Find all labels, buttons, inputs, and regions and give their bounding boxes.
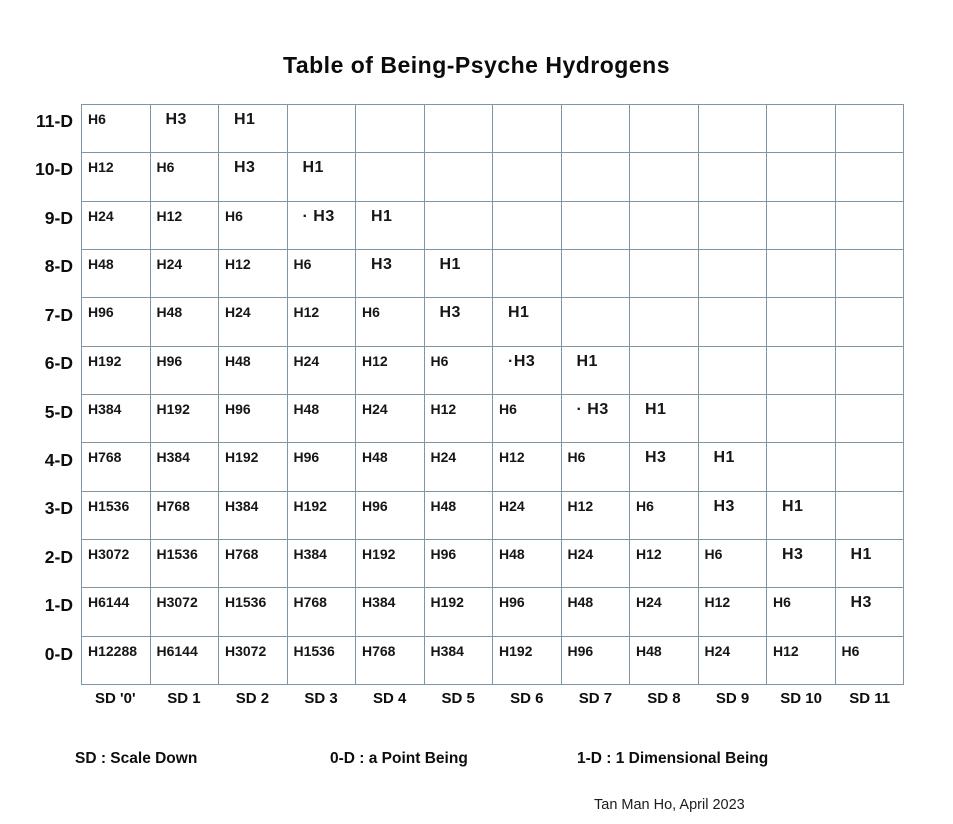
column-label: SD '0' [95,690,136,707]
legend-one-dimensional-being: 1-D : 1 Dimensional Being [577,750,769,767]
table-cell: H768 [288,588,357,636]
table-cell: H6 [288,250,357,298]
table-cell: H3 [356,250,425,298]
legend-scale-down: SD : Scale Down [75,750,198,767]
table-cell [836,202,905,250]
table-cell: H1 [219,105,288,153]
table-cell: H1536 [82,492,151,540]
table-cell: H6 [699,540,768,588]
column-label: SD 3 [304,690,338,707]
table-cell [493,105,562,153]
table-cell: H3072 [82,540,151,588]
table-cell: H768 [151,492,220,540]
table-cell: H1 [699,443,768,491]
column-label: SD 6 [510,690,544,707]
table-cell [767,153,836,201]
table-cell [699,153,768,201]
row-label: 1-D [44,595,73,616]
table-cell [836,153,905,201]
table-cell [425,202,494,250]
table-cell [767,105,836,153]
table-cell [836,105,905,153]
table-cell: H24 [562,540,631,588]
table-cell: H12 [699,588,768,636]
table-cell: · H3 [288,202,357,250]
table-cell: H768 [219,540,288,588]
table-cell [836,347,905,395]
table-cell: H48 [493,540,562,588]
table-cell: H192 [82,347,151,395]
row-label: 8-D [44,256,73,277]
table-cell [562,202,631,250]
table-cell: H1536 [151,540,220,588]
row-label: 4-D [44,449,73,470]
table-cell [836,492,905,540]
row-label: 3-D [44,498,73,519]
table-cell: H48 [82,250,151,298]
table-cell [562,153,631,201]
table-cell: H12288 [82,637,151,685]
table-cell: H12 [562,492,631,540]
table-cell: H1 [836,540,905,588]
column-label: SD 1 [167,690,201,707]
table-cell: H6144 [151,637,220,685]
table-cell: H6 [630,492,699,540]
table-cell: H96 [82,298,151,346]
table-cell: H24 [493,492,562,540]
table-cell: H48 [425,492,494,540]
table-cell [493,153,562,201]
table-cell: H192 [425,588,494,636]
table-cell: · H3 [562,395,631,443]
row-labels-column [0,104,73,685]
table-cell: H48 [630,637,699,685]
table-cell [425,105,494,153]
table-cell: H768 [356,637,425,685]
table-cell [630,105,699,153]
table-cell: H1 [356,202,425,250]
table-cell [836,298,905,346]
table-cell: H12 [288,298,357,346]
table-cell: H24 [151,250,220,298]
table-cell: H3 [836,588,905,636]
table-cell: H48 [562,588,631,636]
table-cell [630,298,699,346]
table-cell [630,250,699,298]
table-cell [836,395,905,443]
table-cell [288,105,357,153]
table-cell: H192 [288,492,357,540]
table-cell: H24 [630,588,699,636]
page-title: Table of Being-Psyche Hydrogens [283,52,670,78]
table-cell: ·H3 [493,347,562,395]
table-cell [562,298,631,346]
table-cell: H6 [356,298,425,346]
row-label: 5-D [44,401,73,422]
table-cell [425,153,494,201]
table-cell: H1 [630,395,699,443]
table-cell: H12 [151,202,220,250]
legend-point-being: 0-D : a Point Being [330,750,468,767]
table-cell [836,443,905,491]
table-cell [767,395,836,443]
table-cell: H12 [630,540,699,588]
table-cell: H48 [356,443,425,491]
table-cell [699,202,768,250]
table-cell [493,202,562,250]
table-cell [630,347,699,395]
table-cell: H96 [493,588,562,636]
table-cell: H6 [767,588,836,636]
row-label: 6-D [44,353,73,374]
table-cell [356,105,425,153]
table-cell: H3 [425,298,494,346]
table-cell: H96 [151,347,220,395]
table-cell [767,443,836,491]
table-cell [562,105,631,153]
row-label: 9-D [44,207,73,228]
table-cell: H12 [356,347,425,395]
table-cell: H3 [699,492,768,540]
table-cell: H24 [82,202,151,250]
table-cell: H12 [767,637,836,685]
table-cell [767,298,836,346]
table-cell: H192 [356,540,425,588]
table-cell: H6 [836,637,905,685]
table-cell [630,153,699,201]
row-label: 10-D [35,159,73,180]
table-cell: H6 [151,153,220,201]
table-cell: H6 [82,105,151,153]
row-label: 11-D [36,111,73,131]
table-cell: H1 [493,298,562,346]
table-cell [493,250,562,298]
table-cell: H48 [219,347,288,395]
table-cell [767,202,836,250]
table-cell: H192 [219,443,288,491]
table-cell: H384 [219,492,288,540]
row-label: 7-D [44,304,73,325]
table-cell: H768 [82,443,151,491]
table-cell: H192 [151,395,220,443]
column-label: SD 5 [441,690,475,707]
table-cell [699,395,768,443]
table-cell: H3 [630,443,699,491]
table-cell: H1 [288,153,357,201]
table-cell [767,250,836,298]
table-cell: H6144 [82,588,151,636]
column-label: SD 7 [578,690,613,707]
table-cell: H24 [699,637,768,685]
table-cell: H24 [425,443,494,491]
table-cell: H3 [767,540,836,588]
attribution-text: Tan Man Ho, April 2023 [594,797,745,813]
table-cell: H12 [493,443,562,491]
table-cell: H192 [493,637,562,685]
table-cell: H96 [356,492,425,540]
table-cell: H96 [288,443,357,491]
hydrogen-table [81,104,904,685]
table-cell: H3 [219,153,288,201]
row-label: 0-D [44,643,73,664]
table-cell: H24 [288,347,357,395]
table-cell [562,250,631,298]
table-cell: H48 [288,395,357,443]
column-label: SD 4 [372,690,407,707]
column-label: SD 9 [715,690,750,707]
table-cell: H12 [425,395,494,443]
table-cell: H3 [151,105,220,153]
column-label: SD 10 [780,690,822,707]
table-cell: H1 [767,492,836,540]
table-cell: H24 [219,298,288,346]
table-cell: H384 [288,540,357,588]
table-cell: H6 [425,347,494,395]
table-cell [630,202,699,250]
table-cell: H96 [219,395,288,443]
table-cell: H1536 [288,637,357,685]
table-cell [699,347,768,395]
table-cell: H1536 [219,588,288,636]
table-cell: H1 [425,250,494,298]
table-cell [699,105,768,153]
table-cell [699,298,768,346]
table-cell: H6 [562,443,631,491]
table-cell: H3072 [219,637,288,685]
table-cell: H12 [82,153,151,201]
table-cell: H384 [356,588,425,636]
table-cell: H6 [219,202,288,250]
table-cell [699,250,768,298]
table-cell: H6 [493,395,562,443]
table-cell: H384 [425,637,494,685]
table-cell: H48 [151,298,220,346]
table-cell: H24 [356,395,425,443]
table-cell: H12 [219,250,288,298]
table-cell: H3072 [151,588,220,636]
row-label: 2-D [44,546,73,567]
table-cell [836,250,905,298]
column-label: SD 11 [849,690,891,707]
table-cell: H384 [151,443,220,491]
table-cell [356,153,425,201]
column-labels-row [81,690,904,707]
column-label: SD 8 [647,690,681,707]
column-label: SD 2 [235,690,270,707]
table-cell: H1 [562,347,631,395]
table-cell: H384 [82,395,151,443]
table-cell: H96 [425,540,494,588]
table-cell [767,347,836,395]
table-cell: H96 [562,637,631,685]
